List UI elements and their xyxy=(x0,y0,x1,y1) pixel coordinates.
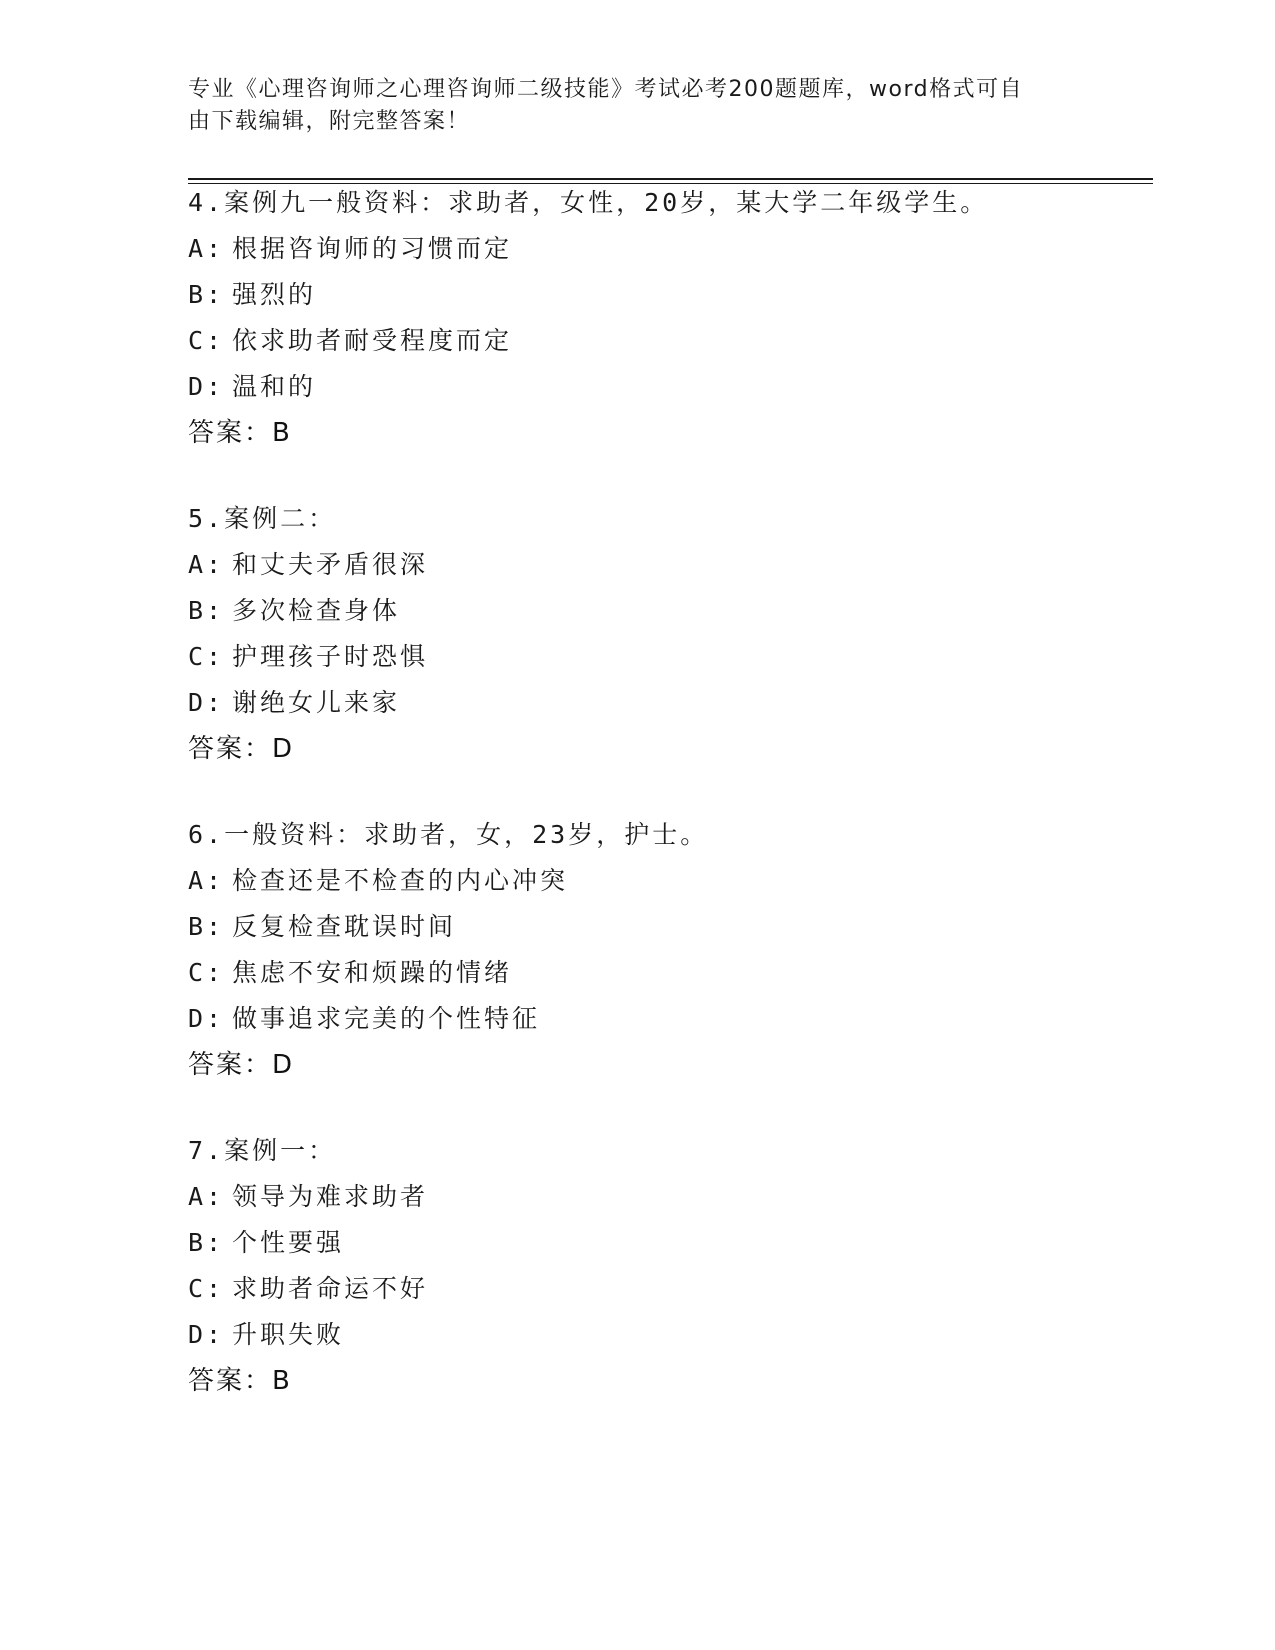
header-line-1: 专业《心理咨询师之心理咨询师二级技能》考试必考200题题库，word格式可自 xyxy=(188,77,1024,102)
answer-line: 答案：D xyxy=(188,734,295,764)
option-text: 求助者命运不好 xyxy=(232,1274,429,1303)
option-text: 反复检查耽误时间 xyxy=(232,912,457,941)
option-letter: B: xyxy=(188,596,225,625)
option-text: 护理孩子时恐惧 xyxy=(232,642,429,671)
option-letter: D: xyxy=(188,1004,225,1033)
option-d xyxy=(188,680,1088,726)
answer-line: 答案：D xyxy=(188,1050,295,1080)
option-a xyxy=(188,1174,1088,1220)
option-a xyxy=(188,858,1088,904)
option-b xyxy=(188,272,1088,318)
option-letter: C: xyxy=(188,958,225,987)
option-letter: A: xyxy=(188,1182,225,1211)
option-text: 依求助者耐受程度而定 xyxy=(232,326,513,355)
option-letter: B: xyxy=(188,912,225,941)
question-block xyxy=(188,496,1088,772)
option-text: 领导为难求助者 xyxy=(232,1182,429,1211)
option-letter: C: xyxy=(188,642,225,671)
option-a xyxy=(188,542,1088,588)
question-stem: 4.案例九一般资料：求助者，女性，20岁，某大学二年级学生。 xyxy=(188,188,989,217)
option-text: 焦虑不安和烦躁的情绪 xyxy=(232,958,513,987)
answer-line: 答案：B xyxy=(188,418,292,448)
option-d xyxy=(188,996,1088,1042)
option-text: 温和的 xyxy=(232,372,317,401)
option-text: 强烈的 xyxy=(232,280,317,309)
question-block xyxy=(188,812,1088,1088)
option-text: 升职失败 xyxy=(232,1320,345,1349)
option-text: 做事追求完美的个性特征 xyxy=(232,1004,541,1033)
option-text: 检查还是不检查的内心冲突 xyxy=(232,866,569,895)
option-text: 和丈夫矛盾很深 xyxy=(232,550,429,579)
option-b xyxy=(188,904,1088,950)
option-b xyxy=(188,1220,1088,1266)
question-stem: 5.案例二： xyxy=(188,504,337,533)
option-letter: B: xyxy=(188,280,225,309)
option-letter: C: xyxy=(188,1274,225,1303)
question-block xyxy=(188,1128,1088,1404)
option-letter: A: xyxy=(188,866,225,895)
option-d xyxy=(188,1312,1088,1358)
answer-line: 答案：B xyxy=(188,1366,292,1396)
question-stem: 7.案例一： xyxy=(188,1136,337,1165)
option-a xyxy=(188,226,1088,272)
header-line-2: 由下载编辑，附完整答案！ xyxy=(188,109,471,134)
question-stem: 6.一般资料：求助者，女，23岁，护士。 xyxy=(188,820,709,849)
option-letter: D: xyxy=(188,1320,225,1349)
option-letter: A: xyxy=(188,550,225,579)
option-letter: B: xyxy=(188,1228,225,1257)
option-letter: A: xyxy=(188,234,225,263)
document-header xyxy=(188,74,1068,138)
option-letter: D: xyxy=(188,372,225,401)
option-text: 谢绝女儿来家 xyxy=(232,688,401,717)
option-text: 根据咨询师的习惯而定 xyxy=(232,234,513,263)
option-letter: D: xyxy=(188,688,225,717)
question-block xyxy=(188,180,1088,456)
option-text: 多次检查身体 xyxy=(232,596,401,625)
option-d xyxy=(188,364,1088,410)
option-c xyxy=(188,950,1088,996)
option-c xyxy=(188,634,1088,680)
option-c xyxy=(188,318,1088,364)
option-letter: C: xyxy=(188,326,225,355)
option-text: 个性要强 xyxy=(232,1228,345,1257)
option-b xyxy=(188,588,1088,634)
option-c xyxy=(188,1266,1088,1312)
